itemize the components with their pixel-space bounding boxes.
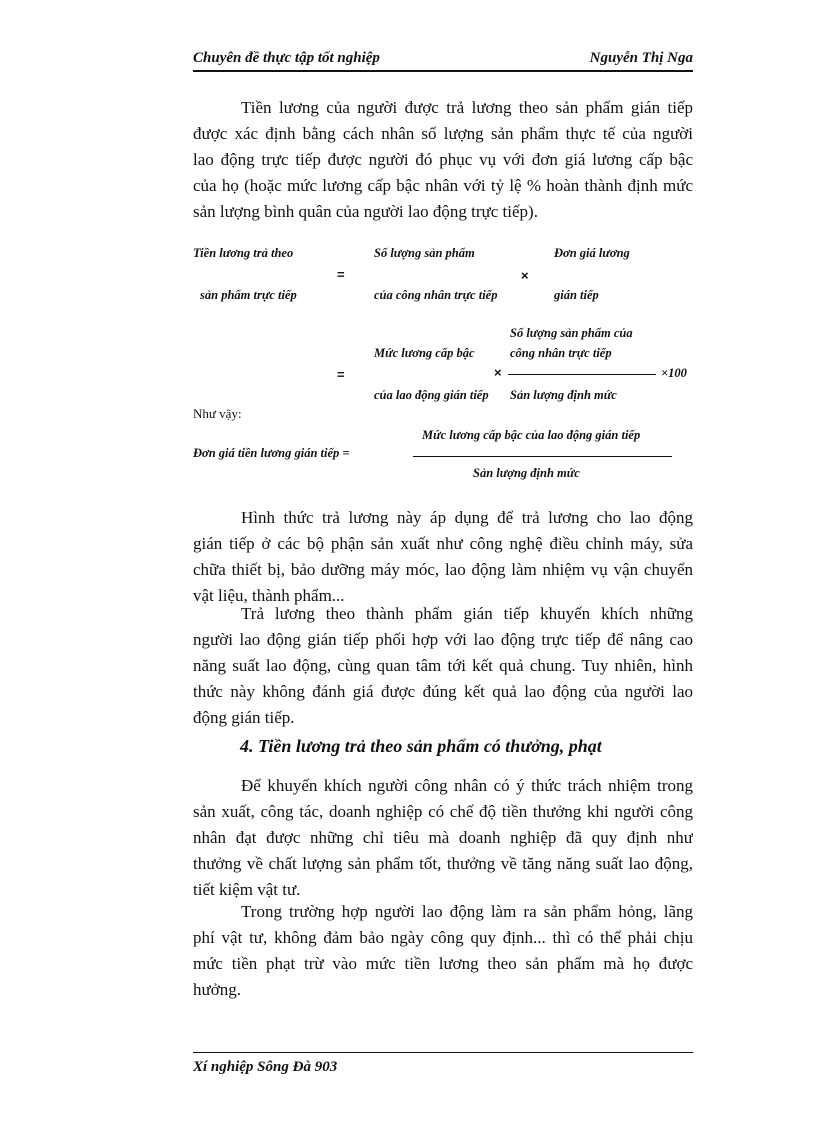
paragraph-line: gián tiếp ở các bộ phận sản xuất như công nghệ điều chỉnh máy, sửa <box>193 534 693 553</box>
paragraph-line: hưởng. <box>193 980 241 999</box>
paragraph-line: Trả lương theo thành phẩm gián tiếp khuyến khích những <box>241 604 693 623</box>
fraction-numerator-2: công nhân trực tiếp <box>510 346 612 360</box>
footer-company: Xí nghiệp Sông Đà 903 <box>193 1059 338 1075</box>
paragraph-line: phí vật tư, không đảm bảo ngày công quy định... thì có thể phải chịu <box>193 928 693 947</box>
equals-sign: = <box>337 367 345 382</box>
footer-rule <box>193 1052 693 1053</box>
fraction-bar <box>508 374 656 375</box>
paragraph-line: Để khuyến khích người công nhân có ý thức trách nhiệm trong <box>241 776 693 795</box>
paragraph-line: thức này không đánh giá được đúng kết quả lao động của người lao <box>193 682 693 701</box>
paragraph-line: lao động trực tiếp được người đó phục vụ với đơn giá lương cấp bậc <box>193 150 693 169</box>
paragraph-line: sản xuất, công tác, doanh nghiệp có chế độ tiền thưởng khi người công <box>193 802 693 821</box>
paragraph-line: động gián tiếp. <box>193 708 295 727</box>
paragraph-line: Tiền lương của người được trả lương theo sản phẩm gián tiếp <box>241 98 693 117</box>
paragraph-4 <box>193 773 693 903</box>
formula-mid-bottom: của công nhân trực tiếp <box>374 288 498 302</box>
paragraph-2 <box>193 505 693 609</box>
formula-mid-top: Số lượng sản phẩm <box>374 246 475 260</box>
header-rule <box>193 70 693 72</box>
times-100: ×100 <box>661 366 687 380</box>
section-heading: 4. Tiền lương trả theo sản phẩm có thưởng, phạt <box>240 736 602 756</box>
paragraph-line: tiết kiệm vật tư. <box>193 880 301 899</box>
paragraph-line: Trong trường hợp người lao động làm ra sản phẩm hỏng, lãng <box>241 902 693 921</box>
header-title: Chuyên đề thực tập tốt nghiệp <box>193 50 380 66</box>
times-sign: × <box>494 365 502 380</box>
paragraph-5 <box>193 899 693 1003</box>
paragraph-line: sản lượng bình quân của người lao động trực tiếp). <box>193 202 538 221</box>
formula-a-top: Mức lương cấp bậc <box>374 346 475 360</box>
paragraph-1 <box>193 95 693 225</box>
equals-sign: = <box>337 267 345 282</box>
formula-left-bottom: sản phẩm trực tiếp <box>200 288 297 302</box>
paragraph-line: mức tiền phạt trừ vào mức tiền lương theo sản phẩm mà họ được <box>193 954 693 973</box>
paragraph-line: nhân đạt được những chỉ tiêu mà doanh nghiệp đã quy định như <box>193 828 693 847</box>
fraction-bar <box>413 456 672 457</box>
paragraph-3 <box>193 601 693 731</box>
formula-right-top: Đơn giá lương <box>554 246 630 260</box>
paragraph-line: thưởng về chất lượng sản phẩm tốt, thưởng về tăng năng suất lao động, <box>193 854 693 873</box>
paragraph-line: Hình thức trả lương này áp dụng để trả lương cho lao động <box>241 508 693 527</box>
fraction-denominator: Sản lượng định mức <box>473 466 580 480</box>
fraction-numerator-1: Số lượng sản phẩm của <box>510 326 633 340</box>
header-author: Nguyễn Thị Nga <box>589 50 693 66</box>
paragraph-line: năng suất lao động, cùng quan tâm tới kết quả chung. Tuy nhiên, hình <box>193 656 693 675</box>
formula-left-top: Tiền lương trả theo <box>193 246 294 260</box>
paragraph-line: được xác định bằng cách nhân số lượng sản phẩm thực tế của người <box>193 124 693 143</box>
formula-a-bottom: của lao động gián tiếp <box>374 388 489 402</box>
formula-right-bottom: gián tiếp <box>554 288 599 302</box>
fraction-numerator: Mức lương cấp bậc của lao động gián tiếp <box>422 428 641 442</box>
fraction-denominator: Sản lượng định mức <box>510 388 617 402</box>
times-sign: × <box>521 268 529 283</box>
paragraph-line: của họ (hoặc mức lương cấp bậc nhân với tỷ lệ % hoàn thành định mức <box>193 176 693 195</box>
nhu-vay-label: Như vậy: <box>193 406 242 421</box>
paragraph-line: vật liệu, thành phẩm... <box>193 586 345 605</box>
paragraph-line: chữa thiết bị, bảo dưỡng máy móc, lao động làm nhiệm vụ vận chuyển <box>193 560 693 579</box>
paragraph-line: người lao động gián tiếp phối hợp với lao động trực tiếp để nâng cao <box>193 630 693 649</box>
formula-left: Đơn giá tiền lương gián tiếp = <box>193 446 350 460</box>
